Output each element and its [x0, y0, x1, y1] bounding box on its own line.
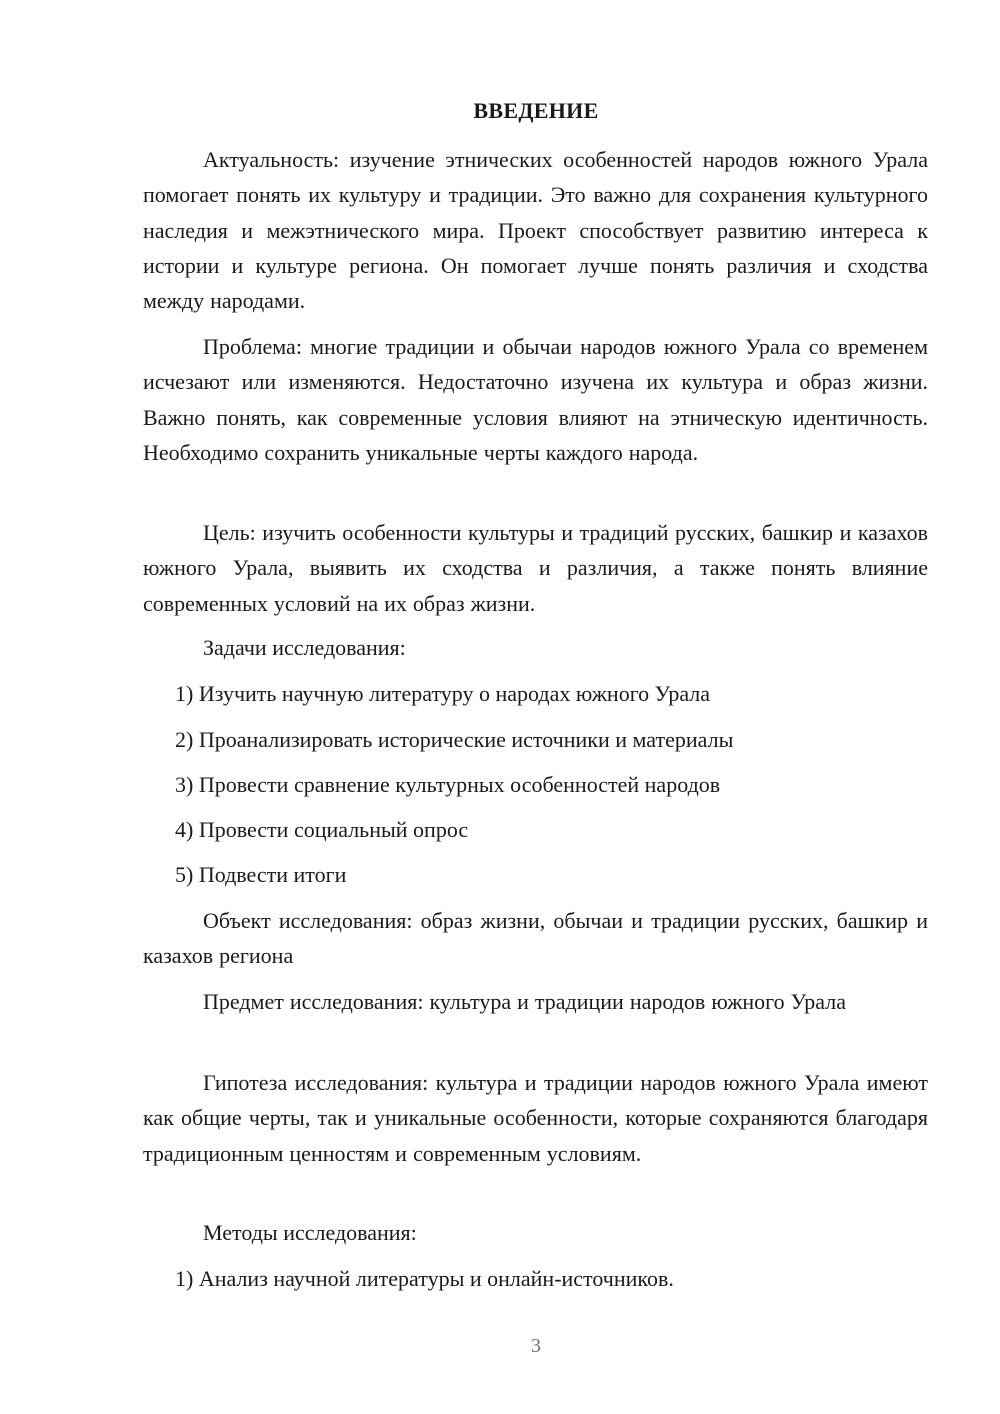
task-item: 5) Подвести итоги	[175, 862, 347, 887]
page-number: 3	[531, 1335, 541, 1357]
hypothesis-paragraph: Гипотеза исследования: культура и традиции народов южного Урала имеют как общие черты, так и уникальные особенности, которые сохраняются благодаря традиционным ценностям и современным условиям.	[143, 1070, 928, 1166]
task-item: 4) Провести социальный опрос	[175, 817, 469, 842]
object-paragraph: Объект исследования: образ жизни, обычаи и традиции русских, башкир и казахов региона	[143, 908, 928, 969]
task-item: 1) Изучить научную литературу о народах южного Урала	[175, 681, 711, 706]
relevance-paragraph: Актуальность: изучение этнических особенностей народов южного Урала помогает понять их культуру и традиции. Это важно для сохранения культурного наследия и межэтнического мира. Проект способствует развитию интереса к истории и культуре региона. Он помогает лучше понять различия и сходства между народами.	[143, 147, 928, 314]
goal-paragraph: Цель: изучить особенности культуры и традиций русских, башкир и казахов южного Урала, выявить их сходства и различия, а также понять влияние современных условий на их образ жизни.	[143, 520, 928, 616]
tasks-label: Задачи исследования:	[203, 635, 406, 660]
task-item: 2) Проанализировать исторические источники и материалы	[175, 727, 734, 752]
section-heading: ВВЕДЕНИЕ	[473, 98, 599, 123]
subject-paragraph: Предмет исследования: культура и традиции народов южного Урала	[203, 989, 846, 1014]
problem-paragraph: Проблема: многие традиции и обычаи народов южного Урала со временем исчезают или изменяются. Недостаточно изучена их культура и образ жизни. Важно понять, как современные условия влияют на этническую идентичность. Необходимо сохранить уникальные черты каждого народа.	[143, 334, 928, 465]
method-item: 1) Анализ научной литературы и онлайн-источников.	[175, 1266, 674, 1291]
methods-label: Методы исследования:	[203, 1220, 417, 1245]
task-item: 3) Провести сравнение культурных особенностей народов	[175, 772, 721, 797]
